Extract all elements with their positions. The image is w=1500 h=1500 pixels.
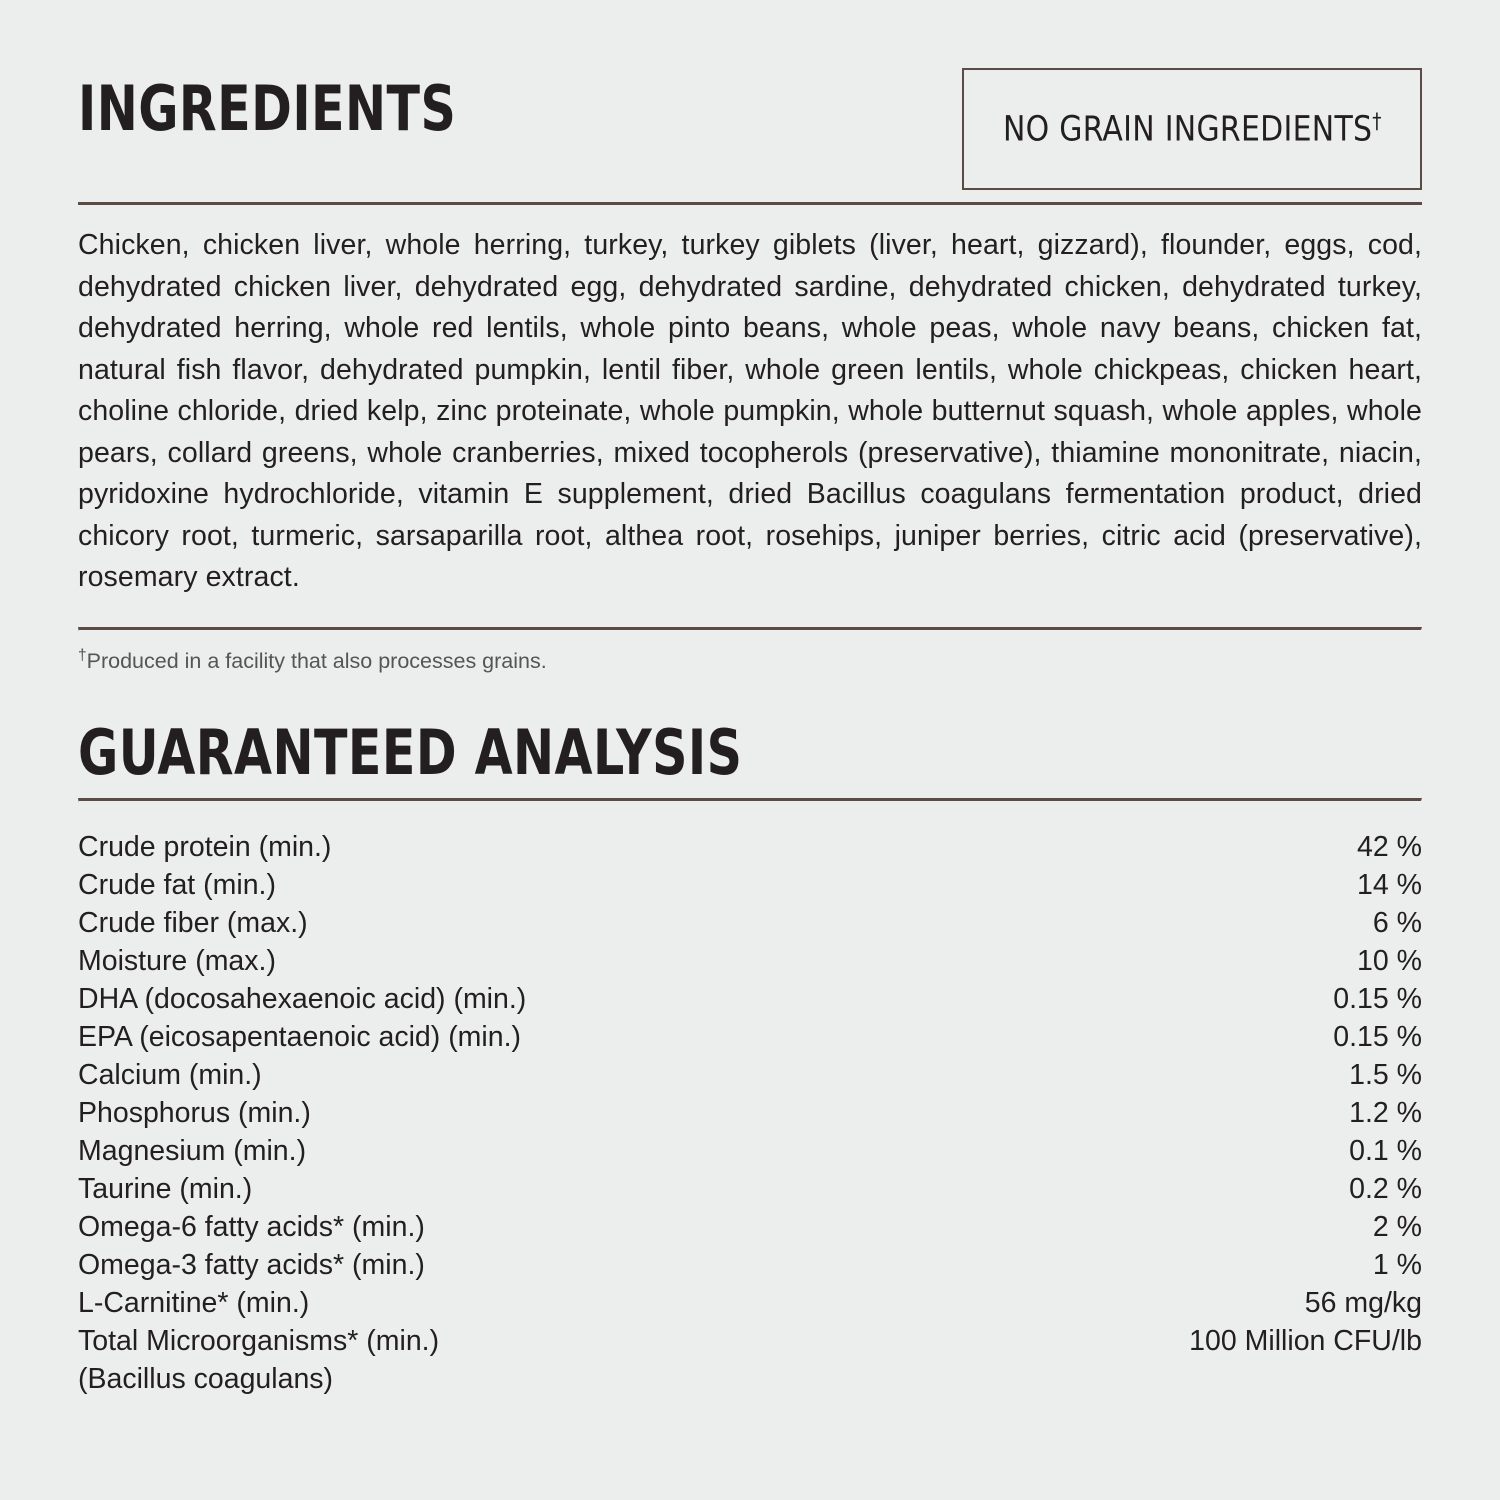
row-label: Total Microorganisms* (min.): [78, 1325, 440, 1358]
row-value: 0.2 %: [1349, 1173, 1422, 1206]
guaranteed-analysis-title: GUARANTEED ANALYSIS: [78, 716, 743, 790]
row-value: 6 %: [1372, 907, 1422, 940]
row-value: 10 %: [1357, 945, 1422, 978]
row-value: 1.2 %: [1349, 1097, 1422, 1130]
table-row: [78, 866, 1422, 904]
table-row: [78, 1018, 1422, 1056]
row-label: Phosphorus (min.): [78, 1097, 311, 1130]
row-label: L-Carnitine* (min.): [78, 1287, 310, 1320]
ingredients-top-divider: [78, 202, 1422, 205]
row-label: Crude protein (min.): [78, 831, 332, 864]
row-value: 100 Million CFU/lb: [1189, 1325, 1422, 1358]
row-value: 0.15 %: [1333, 983, 1422, 1016]
table-row: [78, 904, 1422, 942]
footnote-text: Produced in a facility that also processes grains.: [86, 649, 547, 674]
row-label: Magnesium (min.): [78, 1135, 307, 1168]
footnote-marker: †: [78, 647, 87, 664]
ingredients-footnote: [78, 643, 1422, 674]
row-value: 1 %: [1372, 1249, 1422, 1282]
ingredients-bottom-divider: [78, 627, 1422, 631]
table-row: [78, 828, 1422, 866]
row-value: 56 mg/kg: [1304, 1287, 1422, 1320]
table-row: [78, 1170, 1422, 1208]
row-label: DHA (docosahexaenoic acid) (min.): [78, 983, 527, 1016]
no-grain-badge-label: [1003, 109, 1382, 150]
row-label: EPA (eicosapentaenoic acid) (min.): [78, 1021, 522, 1054]
row-label: Taurine (min.): [78, 1173, 253, 1206]
row-label: Crude fat (min.): [78, 869, 276, 902]
row-label: Crude fiber (max.): [78, 907, 308, 940]
row-value: 1.5 %: [1349, 1059, 1422, 1092]
table-row: [78, 1322, 1422, 1360]
row-label: Calcium (min.): [78, 1059, 262, 1092]
table-row: [78, 980, 1422, 1018]
guaranteed-analysis-divider: [78, 798, 1422, 802]
row-value: 42 %: [1357, 831, 1422, 864]
table-row: [78, 1208, 1422, 1246]
row-value: 0.15 %: [1333, 1021, 1422, 1054]
guaranteed-analysis-rows: [78, 828, 1422, 1398]
row-label: Moisture (max.): [78, 945, 276, 978]
row-value: 2 %: [1372, 1211, 1422, 1244]
guaranteed-analysis-table: [78, 828, 1422, 1398]
no-grain-badge-text: NO GRAIN INGREDIENTS: [1002, 109, 1372, 150]
table-row: [78, 1284, 1422, 1322]
table-row: [78, 1056, 1422, 1094]
row-value: [963, 1360, 1422, 1398]
row-value: 14 %: [1357, 869, 1422, 902]
row-label: Omega-3 fatty acids* (min.): [78, 1249, 425, 1282]
row-value: 0.1 %: [1349, 1135, 1422, 1168]
ingredients-title: INGREDIENTS: [78, 72, 457, 145]
row-label: (Bacillus coagulans): [78, 1363, 334, 1396]
table-row: [78, 1094, 1422, 1132]
no-grain-badge-dagger: †: [1371, 108, 1382, 134]
table-row: [78, 942, 1422, 980]
table-row: [78, 1132, 1422, 1170]
table-row: [78, 1360, 1422, 1398]
ingredients-list-text: Chicken, chicken liver, whole herring, turkey, turkey giblets (liver, heart, gizzard), flounder, eggs, cod, dehydrated chicken liver, dehydrated egg, dehydrated sardine, dehydrated chicken, dehydrated turkey, dehydrated herring, whole red lentils, whole pinto beans, whole peas, whole navy beans, chicken fat, natural fish flavor, dehydrated pumpkin, lentil fiber, whole green lentils, whole chickpeas, chicken heart, choline chloride, dried kelp, zinc proteinate, whole pumpkin, whole butternut squash, whole apples, whole pears, collard greens, whole cranberries, mixed tocopherols (preservative), thiamine mononitrate, niacin, pyridoxine hydrochloride, vitamin E supplement, dried Bacillus coagulans fermentation product, dried chicory root, turmeric, sarsaparilla root, althea root, rosehips, juniper berries, citric acid (preservative), rosemary extract.: [78, 229, 1422, 593]
row-label: Omega-6 fatty acids* (min.): [78, 1211, 425, 1244]
no-grain-badge: [962, 68, 1422, 190]
guaranteed-analysis-header: [78, 716, 1422, 790]
table-row: [78, 1246, 1422, 1284]
ingredients-header: [78, 72, 1422, 196]
